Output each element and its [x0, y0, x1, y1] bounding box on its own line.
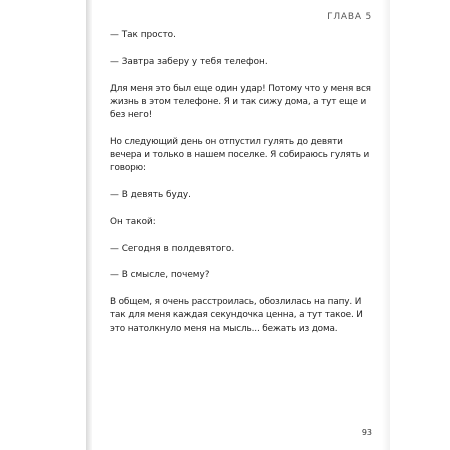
page-edge — [382, 0, 390, 450]
paragraph: В общем, я очень расстроилась, обозлилась на папу. И так для меня каждая секундочка ценна, а тут такое. И это натолкнуло меня на мысль... бежать из дома. — [110, 297, 363, 334]
page-text — [110, 29, 372, 349]
paragraph: — В девять буду. — [110, 190, 191, 200]
page-number: 93 — [361, 428, 372, 437]
book-page — [92, 0, 382, 450]
paragraph: Но следующий день он отпустил гулять до девяти вечера и только в нашем поселке. Я собираюсь гулять и говорю: — [110, 136, 370, 174]
paragraph: — Так просто. — [110, 30, 176, 40]
paragraph: Для меня это был еще один удар! Потому что у меня вся жизнь в этом телефоне. Я и так сижу дома, а тут еще и без него! — [110, 83, 371, 120]
chapter-header: ГЛАВА 5 — [327, 12, 372, 22]
paragraph: — Завтра заберу у тебя телефон. — [110, 56, 268, 67]
paragraph: — В смысле, почему? — [110, 270, 210, 281]
paragraph: Он такой: — [110, 216, 156, 227]
paragraph: — Сегодня в полдевятого. — [110, 243, 235, 254]
